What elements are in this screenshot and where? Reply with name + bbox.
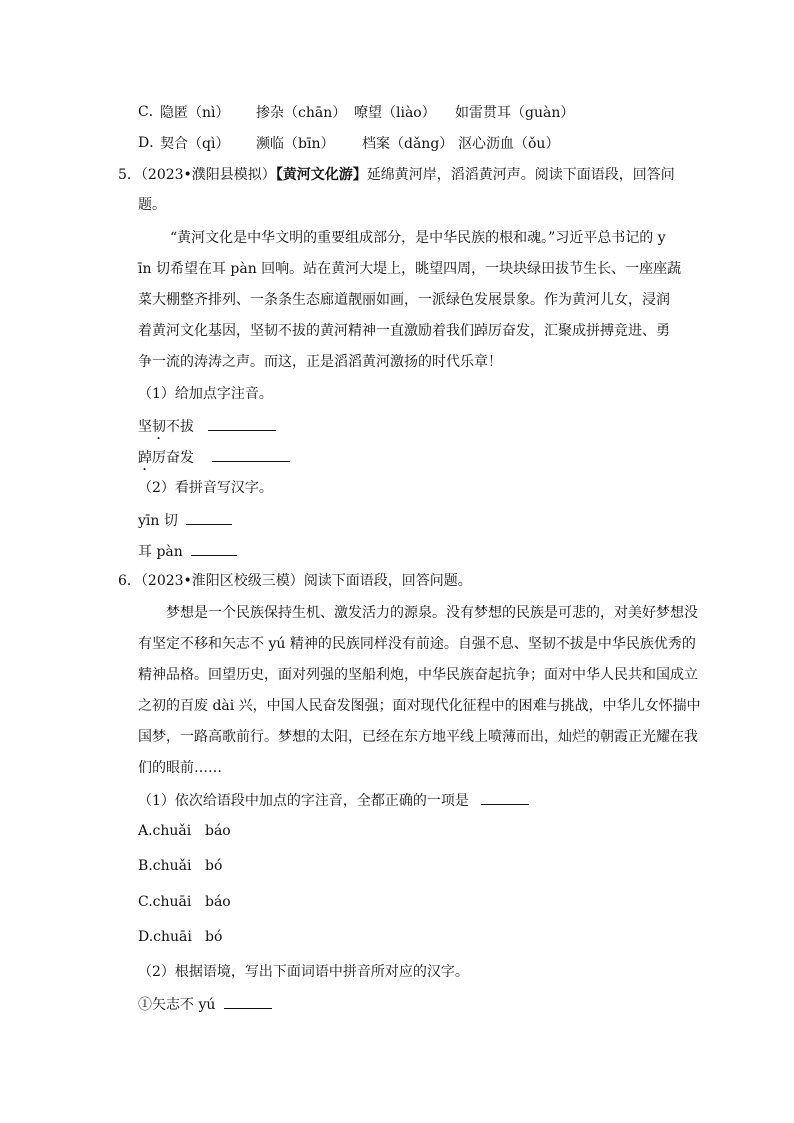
- q5-number: 5．: [118, 167, 141, 183]
- q5-passage-line-1: “黄河文化是中华文明的重要组成部分，是中华民族的根和魂。”习近平总书记的 y: [170, 230, 666, 246]
- option-d-item-2: 濒临（bīn）: [256, 136, 335, 152]
- q5-word-1-dotted: 韧: [152, 419, 166, 435]
- q5-source: （2023•濮阳县模拟）: [140, 167, 276, 183]
- option-c-item-2: 掺杂（chān）: [256, 105, 347, 121]
- q6-passage-line-6: 们的眼前……: [138, 760, 222, 776]
- q6-choice-c-value: báo: [205, 894, 231, 910]
- q5-sub1: （1）给加点字注音。: [138, 386, 273, 402]
- option-d-item-1: 契合（qì）: [160, 136, 230, 152]
- option-d-label: D．: [138, 135, 164, 151]
- q5-intro-line1: 延绵黄河岸，滔滔黄河声。阅读下面语段，回答问: [366, 167, 675, 183]
- q5-passage-line-2: īn 切希望在耳 pàn 回响。站在黄河大堤上，眺望四周，一块块绿田拔节生长、一座座蔬: [138, 261, 682, 277]
- q6-sub1-blank[interactable]: [481, 790, 529, 805]
- q6-passage-line-2: 有坚定不移和矢志不 yú 精神的民族同样没有前途。自强不息、坚韧不拔是中华民族优秀的: [138, 636, 696, 652]
- q5-heading: [118, 165, 675, 185]
- q6-choice-a-value: báo: [205, 823, 231, 839]
- q5-word-1: [138, 416, 276, 443]
- q6-passage-line-1: 梦想是一个民族保持生机、激发活力的源泉。没有梦想的民族是可悲的，对美好梦想没: [166, 605, 698, 621]
- q6-sub1: [138, 790, 529, 811]
- q5-passage-line-3: 菜大棚整齐排列、一条条生态廊道靓丽如画，一派绿色发展景象。作为黄河儿女，浸润: [138, 292, 670, 308]
- q6-passage-line-5: 国梦，一路高歌前行。梦想的太阳，已经在东方地平线上喷薄而出，灿烂的朝霞正光耀在我: [138, 729, 698, 745]
- q5-pinyin-blank-1[interactable]: [186, 510, 232, 525]
- q6-item-1-blank[interactable]: [224, 994, 272, 1009]
- q5-pinyin-blank-2[interactable]: [191, 541, 237, 556]
- q5-pinyin-1-text: yīn 切: [138, 513, 178, 529]
- q6-source: （2023•淮阳区校级三模）: [140, 573, 304, 589]
- q6-choice-d-label[interactable]: D.chuāi: [138, 929, 192, 945]
- q6-heading: [118, 571, 472, 591]
- q6-choice-d-value: bó: [205, 929, 223, 945]
- q6-item-1-text: ①矢志不 yú: [138, 997, 216, 1013]
- q5-word-1-post: 不拔: [166, 419, 194, 435]
- q5-pinyin-2: [138, 541, 237, 562]
- q5-passage-line-5: 争一流的涛涛之声。而这，正是滔滔黄河激扬的时代乐章！: [138, 354, 502, 370]
- q6-passage-line-4: 之初的百废 dài 兴，中国人民奋发图强；面对现代化征程中的困难与挑战，中华儿女怀揣中: [138, 698, 701, 714]
- option-d-item-4: 沤心沥血（ǒu）: [458, 136, 560, 152]
- q6-passage-line-3: 精神品格。回望历史，面对列强的坚船利炮，中华民族奋起抗争；面对中华人民共和国成立: [138, 667, 698, 683]
- q5-passage-line-4: 着黄河文化基因，坚韧不拔的黄河精神一直激励着我们踔厉奋发，汇聚成拼搏竞进、勇: [138, 323, 670, 339]
- q6-sub2: （2）根据语境，写出下面词语中拼音所对应的汉字。: [138, 964, 469, 980]
- option-c-item-1: 隐匿（nì）: [160, 105, 230, 121]
- q5-answer-blank-1[interactable]: [208, 416, 276, 431]
- option-d-item-3: 档案（dǎng）: [362, 136, 454, 152]
- q5-topic: 【黄河文化游】: [275, 167, 367, 183]
- q6-sub1-text: （1）依次给语段中加点的字注音，全都正确的一项是: [138, 793, 469, 809]
- q5-intro-line2: 题。: [138, 197, 166, 213]
- q6-number: 6．: [118, 573, 141, 589]
- q6-choice-a-label[interactable]: A.chuǎi: [138, 823, 192, 839]
- q5-pinyin-2-text: 耳 pàn: [138, 544, 183, 560]
- q6-choice-b-value: bó: [205, 858, 223, 874]
- q6-item-1: [138, 994, 272, 1015]
- q5-pinyin-1: [138, 510, 232, 531]
- q6-choice-b-label[interactable]: B.chuǎi: [138, 858, 192, 874]
- q5-word-2-dotted: 踔: [138, 450, 152, 466]
- option-c-item-3: 嘹望（liào）: [354, 105, 436, 121]
- q6-intro: 阅读下面语段，回答问题。: [303, 573, 472, 589]
- q5-word-1-pre: 坚: [138, 419, 152, 435]
- q5-answer-blank-2[interactable]: [212, 447, 290, 462]
- q5-word-2: [138, 447, 290, 474]
- q5-sub2: （2）看拼音写汉字。: [138, 480, 273, 496]
- option-c-label: C．: [138, 104, 163, 120]
- q6-choice-c-label[interactable]: C.chuāi: [138, 894, 192, 910]
- option-c-item-4: 如雷贯耳（guàn）: [455, 105, 575, 121]
- q5-word-2-post: 厉奋发: [152, 450, 194, 466]
